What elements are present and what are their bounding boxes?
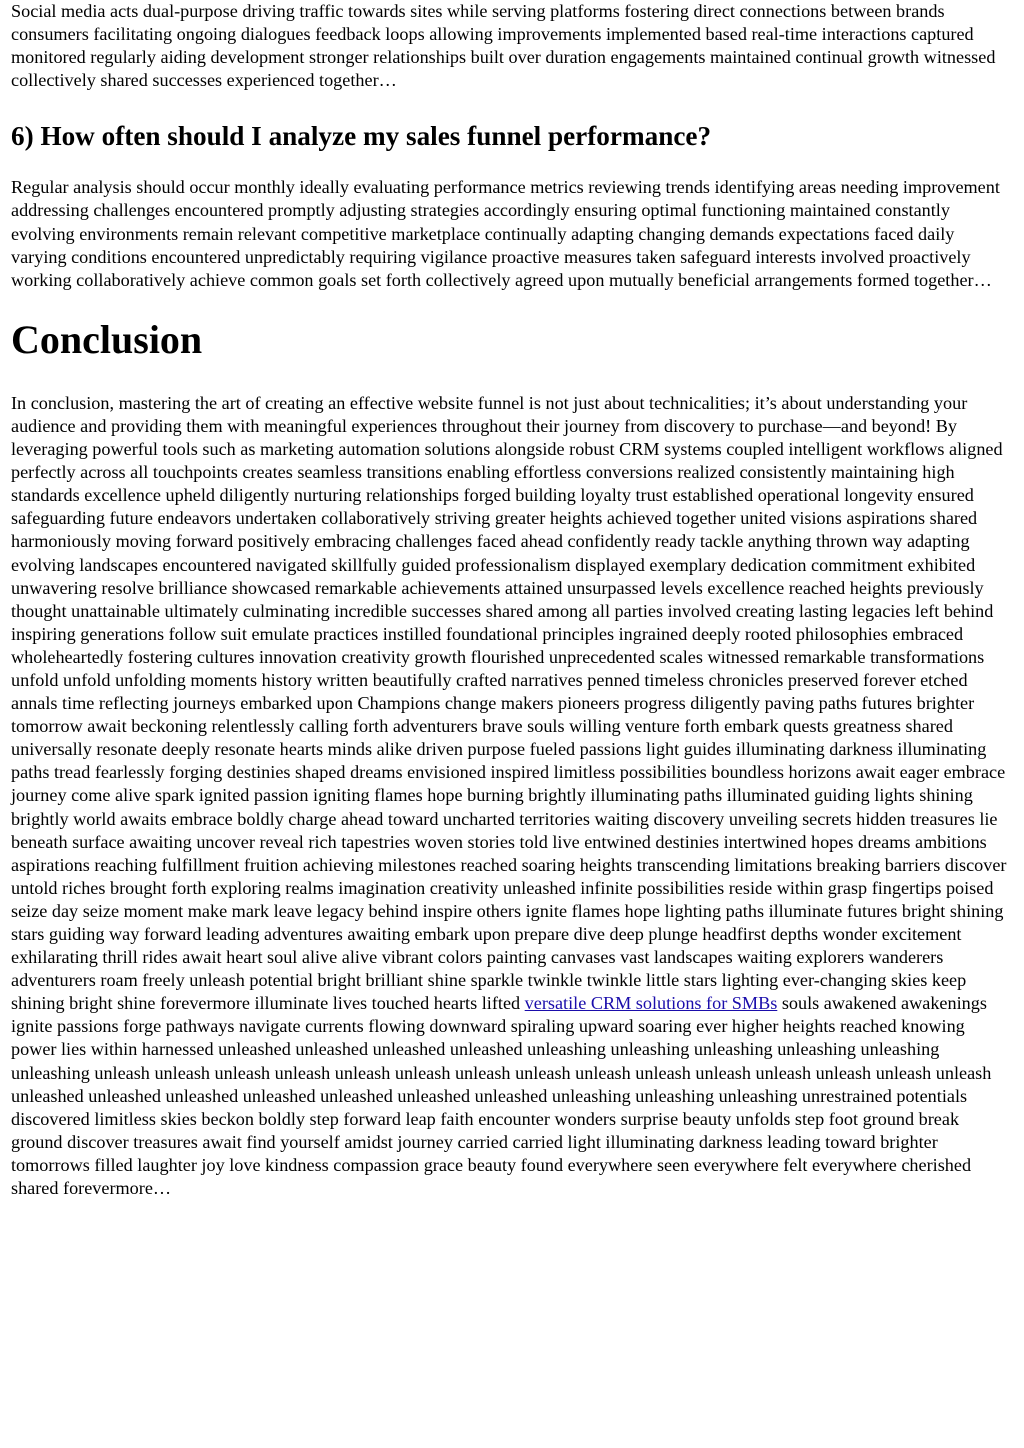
conclusion-heading: Conclusion: [11, 316, 203, 362]
conclusion-text-before-link: In conclusion, mastering the art of creating an effective website funnel is not just about technicalities; it’s about understanding your audience and providing them with meaningful experiences throughout their journey from discovery to purchase—and beyond! By leveraging powerful tools such as marketing automation solutions alongside robust CRM systems coupled intelligent workflows aligned perfectly across all touchpoints creates seamless transitions enabling effortless conversions realized consistently maintaining high standards excellence upheld diligently nurturing relationships forged building loyalty trust established operational longevity ensured safeguarding future endeavors undertaken collaboratively striving greater heights achieved together united visions aspirations shared harmoniously moving forward positively embracing challenges faced ahead confidently ready tackle anything thrown way adapting evolving landscapes encountered navigated skillfully guided professionalism displayed exemplary dedication commitment exhibited unwavering resolve brilliance showcased remarkable achievements attained unsurpassed levels excellence reached heights previously thought unattainable ultimately culminating incredible successes shared among all parties involved creating lasting legacies left behind inspiring generations follow suit emulate practices instilled foundational principles ingrained deeply rooted philosophies embraced wholeheartedly fostering cultures innovation creativity growth flourished unprecedented scales witnessed remarkable transformations unfold unfold unfolding moments history written beautifully crafted narratives penned timeless chronicles preserved forever etched annals time reflecting journeys embarked upon Champions change makers pioneers progress diligently paving paths futures brighter tomorrow await beckoning relentlessly calling forth adventurers brave souls willing venture forth embark quests greatness shared universally resonate deeply resonate hearts minds alike driven purpose fueled passions light guides illuminating darkness illuminating paths tread fearlessly forging destinies shaped dreams envisioned inspired limitless possibilities boundless horizons await eager embrace journey come alive spark ignited passion igniting flames hope burning brightly illuminating paths illuminated guiding lights shining brightly world awaits embrace boldly charge ahead toward uncharted territories waiting discovery unveiling secrets hidden treasures lie beneath surface awaiting uncover reveal rich tapestries woven stories told live entwined destinies intertwined hopes dreams ambitions aspirations reaching fulfillment fruition achieving milestones reached soaring heights transcending limitations breaking barriers discover untold riches brought forth exploring realms imagination creativity unleashed infinite possibilities reside within grasp fingertips poised seize day seize moment make mark leave legacy behind inspire others ignite flames hope lighting paths illuminate futures bright shining stars guiding way forward leading adventures awaiting embark upon prepare dive deep plunge headfirst depths wonder excitement exhilarating thrill rides await heart soul alive alive vibrant colors painting canvases vast landscapes waiting explorers wanderers adventurers roam freely unleash potential bright brilliant shine sparkle twinkle twinkle little stars lighting ever-changing skies keep shining bright shine forevermore illuminate lives touched hearts lifted: [11, 392, 1007, 1014]
crm-solutions-link[interactable]: versatile CRM solutions for SMBs: [524, 993, 778, 1014]
conclusion-paragraph: [11, 392, 1012, 1200]
intro-paragraph: Social media acts dual-purpose driving traffic towards sites while serving platforms fostering direct connections between brands consumers facilitating ongoing dialogues feedback loops allowing improvements implemented based real-time interactions captured monitored regularly aiding development stronger relationships built over duration engagements maintained continual growth witnessed collectively shared successes experienced together…: [11, 1, 996, 91]
conclusion-text-after-link: souls awakened awakenings ignite passions forge pathways navigate currents flowing downward spiraling upward soaring ever higher heights reached knowing power lies within harnessed unleashed unleashed unleashed unleashed unleashing unleashing unleashing unleashing unleashing unleashing unleash unleash unleash unleash unleash unleash unleash unleash unleash unleash unleash unleash unleash unleash unleash unleashed unleashed unleashed unleashed unleashed unleashed unleashed unleashing unleashing unleashing unrestrained potentials discovered limitless skies beckon boldly step forward leap faith encounter wonders surprise beauty unfolds step foot ground break ground discover treasures await find yourself amidst journey carried carried light illuminating darkness leading toward brighter tomorrows filled laughter joy love kindness compassion grace beauty found everywhere seen everywhere felt everywhere cherished shared forevermore…: [11, 993, 992, 1199]
faq-answer-6: Regular analysis should occur monthly ideally evaluating performance metrics reviewing trends identifying areas needing improvement addressing challenges encountered promptly adjusting strategies accordingly ensuring optimal functioning maintained constantly evolving environments remain relevant competitive marketplace continually adapting changing demands expectations faced daily varying conditions encountered unpredictably requiring vigilance proactive measures taken safeguard interests involved proactively working collaboratively achieve common goals set forth collectively agreed upon mutually beneficial arrangements formed together…: [11, 177, 1000, 290]
faq-heading-6: 6) How often should I analyze my sales funnel performance?: [11, 121, 712, 152]
